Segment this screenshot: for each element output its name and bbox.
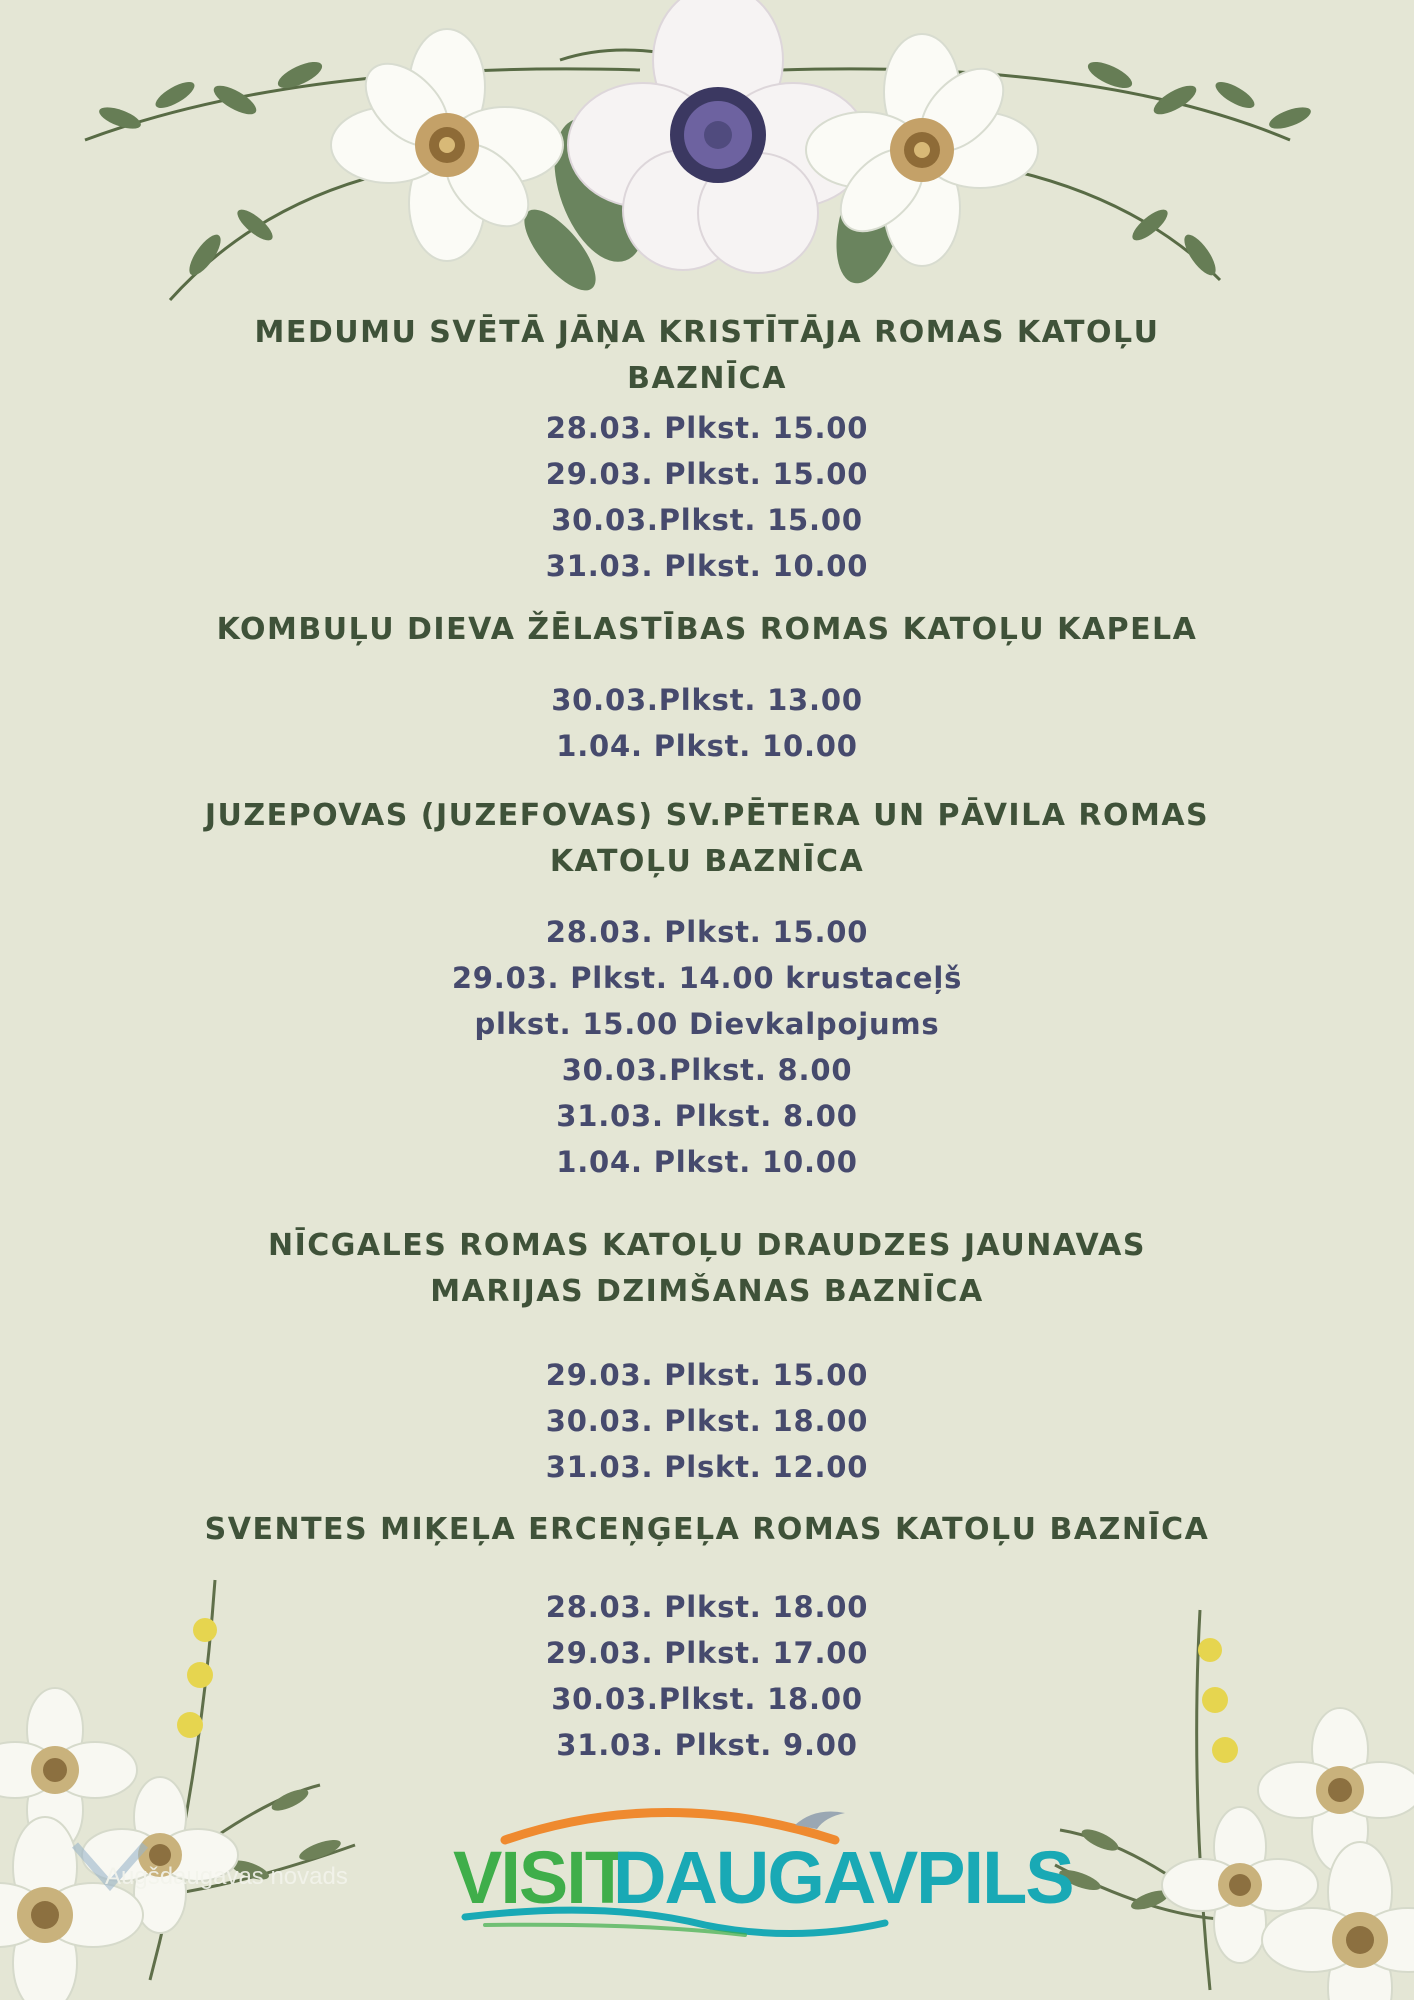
visit-daugavpils-logo: [445, 1795, 1073, 1945]
section-5-heading-line-1: SVENTES MIĶEĻA ERCEŅĢEĻA ROMAS KATOĻU BAZNĪCA: [204, 1512, 1210, 1547]
time-entry: 28.03. Plkst. 15.00: [545, 411, 869, 445]
time-entry: 30.03. Plkst. 18.00: [545, 1404, 869, 1438]
section-4-heading-line-2: MARIJAS DZIMŠANAS BAZNĪCA: [430, 1274, 984, 1309]
section-4-heading-line-1: NĪCGALES ROMAS KATOĻU DRAUDZES JAUNAVAS: [267, 1228, 1146, 1263]
logo-text-daugavpils: DAUGAVPILS: [613, 1836, 1073, 1919]
section-1-heading-line-1: MEDUMU SVĒTĀ JĀŅA KRISTĪTĀJA ROMAS KATOĻU: [254, 315, 1160, 350]
time-entry: plkst. 15.00 Dievkalpojums: [474, 1007, 940, 1041]
time-entry: 28.03. Plkst. 18.00: [545, 1590, 869, 1624]
time-entry: 29.03. Plkst. 15.00: [545, 457, 869, 491]
section-2-heading-line-1: KOMBUĻU DIEVA ŽĒLASTĪBAS ROMAS KATOĻU KAPELA: [216, 612, 1198, 647]
section-3-heading-line-1: JUZEPOVAS (JUZEFOVAS) SV.PĒTERA UN PĀVILA ROMAS: [204, 798, 1210, 833]
section-3-heading: [200, 793, 1214, 885]
time-entry: 1.04. Plkst. 10.00: [556, 729, 858, 763]
time-entry: 28.03. Plkst. 15.00: [545, 915, 869, 949]
time-entry: 29.03. Plkst. 17.00: [545, 1636, 869, 1670]
logo-text-visit: VISIT: [453, 1836, 629, 1919]
section-5-heading: [200, 1507, 1214, 1553]
time-entry: 30.03.Plkst. 18.00: [551, 1682, 863, 1716]
time-entry: 30.03.Plkst. 8.00: [561, 1053, 853, 1087]
time-entry: 30.03.Plkst. 15.00: [551, 503, 863, 537]
section-1-heading: [200, 310, 1214, 402]
region-label: Augšdaugavas novads: [105, 1863, 348, 1890]
time-entry: 30.03.Plkst. 13.00: [551, 683, 863, 717]
section-2-times: [300, 677, 1114, 769]
time-entry: 1.04. Plkst. 10.00: [556, 1145, 858, 1179]
section-4-heading: [200, 1223, 1214, 1315]
time-entry: 31.03. Plkst. 9.00: [556, 1728, 858, 1762]
section-1-heading-line-2: BAZNĪCA: [627, 361, 787, 396]
section-2-heading: [200, 607, 1214, 653]
time-entry: 29.03. Plkst. 14.00 krustaceļš: [451, 961, 963, 995]
section-4-times: [300, 1352, 1114, 1490]
section-5-times: [300, 1584, 1114, 1768]
section-3-times: [300, 909, 1114, 1185]
section-1-times: [300, 405, 1114, 589]
time-entry: 31.03. Plkst. 8.00: [556, 1099, 858, 1133]
time-entry: 29.03. Plkst. 15.00: [545, 1358, 869, 1392]
section-3-heading-line-2: KATOĻU BAZNĪCA: [549, 844, 865, 879]
time-entry: 31.03. Plskt. 12.00: [545, 1450, 869, 1484]
time-entry: 31.03. Plkst. 10.00: [545, 549, 869, 583]
